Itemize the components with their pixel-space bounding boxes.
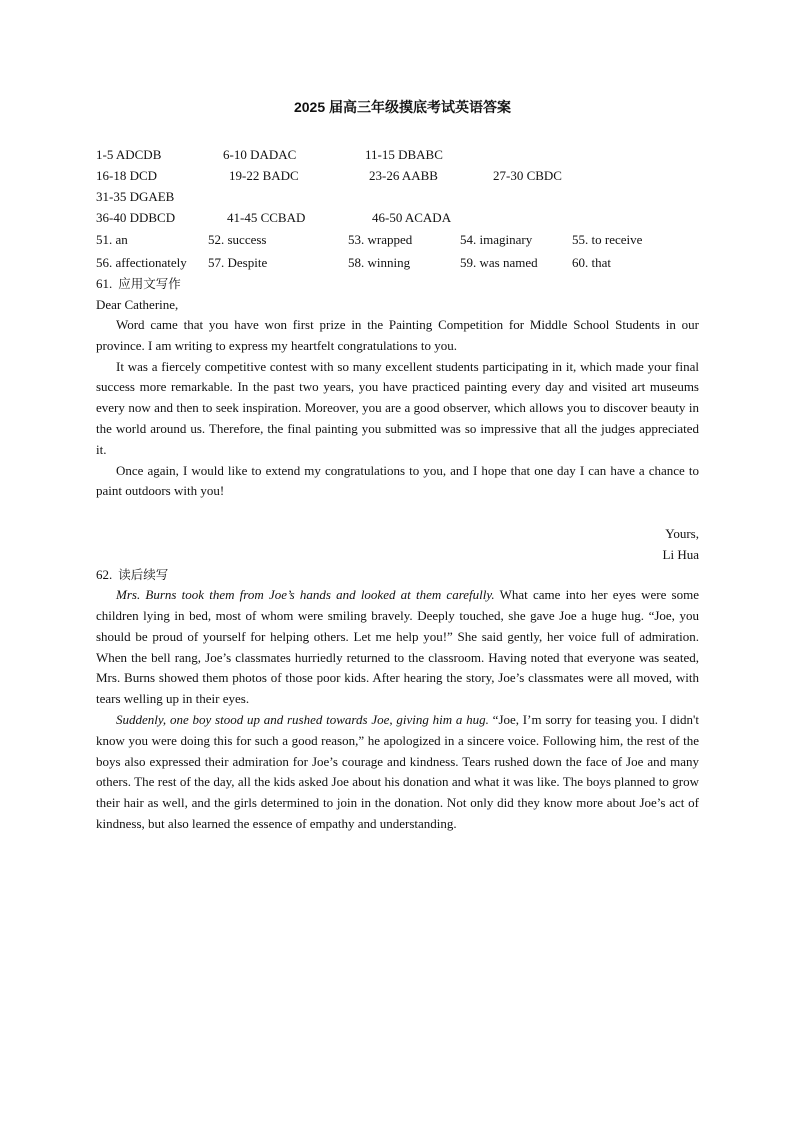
letter-signature: Li Hua xyxy=(662,547,699,563)
answer-group: 1-5 ADCDB xyxy=(96,147,162,162)
fill-answer: 57. Despite xyxy=(208,255,268,270)
letter-paragraph: It was a fiercely competitive contest with so many excellent students participating in it, which made your final success more remarkable. In the past two years, you have practiced painting every day and visited art museums every now and then to seek inspiration. Moreover, you are a good observer, which allows you to discover beauty in the world around us. Therefore, the final painting you submitted was so impressive that all the judges appreciated it. xyxy=(96,358,699,457)
answer-sheet xyxy=(96,96,699,835)
continuation-paragraph xyxy=(96,710,699,835)
fill-answer: 58. winning xyxy=(348,255,411,270)
letter-paragraph: Once again, I would like to extend my congratulations to you, and I hope that one day I can have a chance to paint outdoors with you! xyxy=(96,462,699,499)
fill-answer: 52. success xyxy=(208,232,267,247)
section-number: 62. xyxy=(96,567,113,583)
given-opening-sentence: Suddenly, one boy stood up and rushed towards Joe, giving him a hug. xyxy=(116,711,489,727)
paragraph-body: “Joe, I’m sorry for teasing you. I didn't know you were doing this for such a good reason,” he apologized in a sincere voice. Following him, the rest of the boys also expressed their admiration for Joe’s courage and kindness. Tears rushed down the face of Joe and many others. The rest of the day, all the kids asked Joe about his donation and what it was like. The boys planned to grow their hair as well, and the girls determined to join in the donation. Not only did they know more about Joe’s act of kindness, but also learned the essence of empathy and understanding. xyxy=(96,711,699,831)
answer-group: 16-18 DCD xyxy=(96,168,158,183)
fill-answer: 60. that xyxy=(572,255,611,270)
page-title: 2025 届高三年级摸底考试英语答案 xyxy=(293,99,512,115)
continuation-paragraph xyxy=(96,585,699,710)
fill-row-1 xyxy=(96,228,699,251)
answer-group: 41-45 CCBAD xyxy=(227,210,306,225)
section-label: 应用文写作 xyxy=(118,276,181,291)
paragraph-body: What came into her eyes were some children lying in bed, most of whom were smiling bravely. Deeply touched, she gave Joe a huge hug. “Joe, you should be proud of yourself for helping others. Let me help you!” She said gently, her voice full of admiration. When the bell rang, Joe’s classmates hurriedly returned to the classroom. Having noted that everyone was seated, Mrs. Burns showed them photos of those poor kids. After hearing the story, Joe’s classmates were all moved, with tears welling up in their eyes. xyxy=(96,587,699,707)
answer-row-3 xyxy=(96,186,699,207)
answer-row-4 xyxy=(96,207,699,228)
letter-closing: Yours, xyxy=(665,526,699,542)
letter-paragraph: Word came that you have won first prize in the Painting Competition for Middle School Students in our province. I am writing to express my heartfelt congratulations to you. xyxy=(96,317,699,353)
fill-answer: 51. an xyxy=(96,232,128,247)
given-opening-sentence: Mrs. Burns took them from Joe’s hands and looked at them carefully. xyxy=(116,587,495,603)
fill-answer: 59. was named xyxy=(460,255,538,270)
answer-group: 23-26 AABB xyxy=(369,168,438,183)
answer-group: 11-15 DBABC xyxy=(365,147,443,162)
fill-row-2 xyxy=(96,251,699,274)
answer-group: 46-50 ACADA xyxy=(372,210,452,225)
answer-group: 31-35 DGAEB xyxy=(96,189,175,204)
section-61-heading xyxy=(96,274,699,294)
answer-group: 36-40 DDBCD xyxy=(96,210,176,225)
section-label: 读后续写 xyxy=(118,567,169,583)
fill-answer: 53. wrapped xyxy=(348,232,413,247)
answer-row-1 xyxy=(96,144,699,165)
answer-group: 6-10 DADAC xyxy=(223,147,297,162)
fill-answer: 56. affectionately xyxy=(96,255,187,270)
answer-group: 27-30 CBDC xyxy=(493,168,562,183)
section-62-heading xyxy=(96,565,699,585)
spacer xyxy=(96,502,699,523)
fill-answer: 54. imaginary xyxy=(460,232,533,247)
answer-row-2 xyxy=(96,165,699,186)
fill-answer: 55. to receive xyxy=(572,232,643,247)
letter-salutation: Dear Catherine, xyxy=(96,297,179,312)
section-number: 61. xyxy=(96,276,113,291)
answer-group: 19-22 BADC xyxy=(229,168,299,183)
